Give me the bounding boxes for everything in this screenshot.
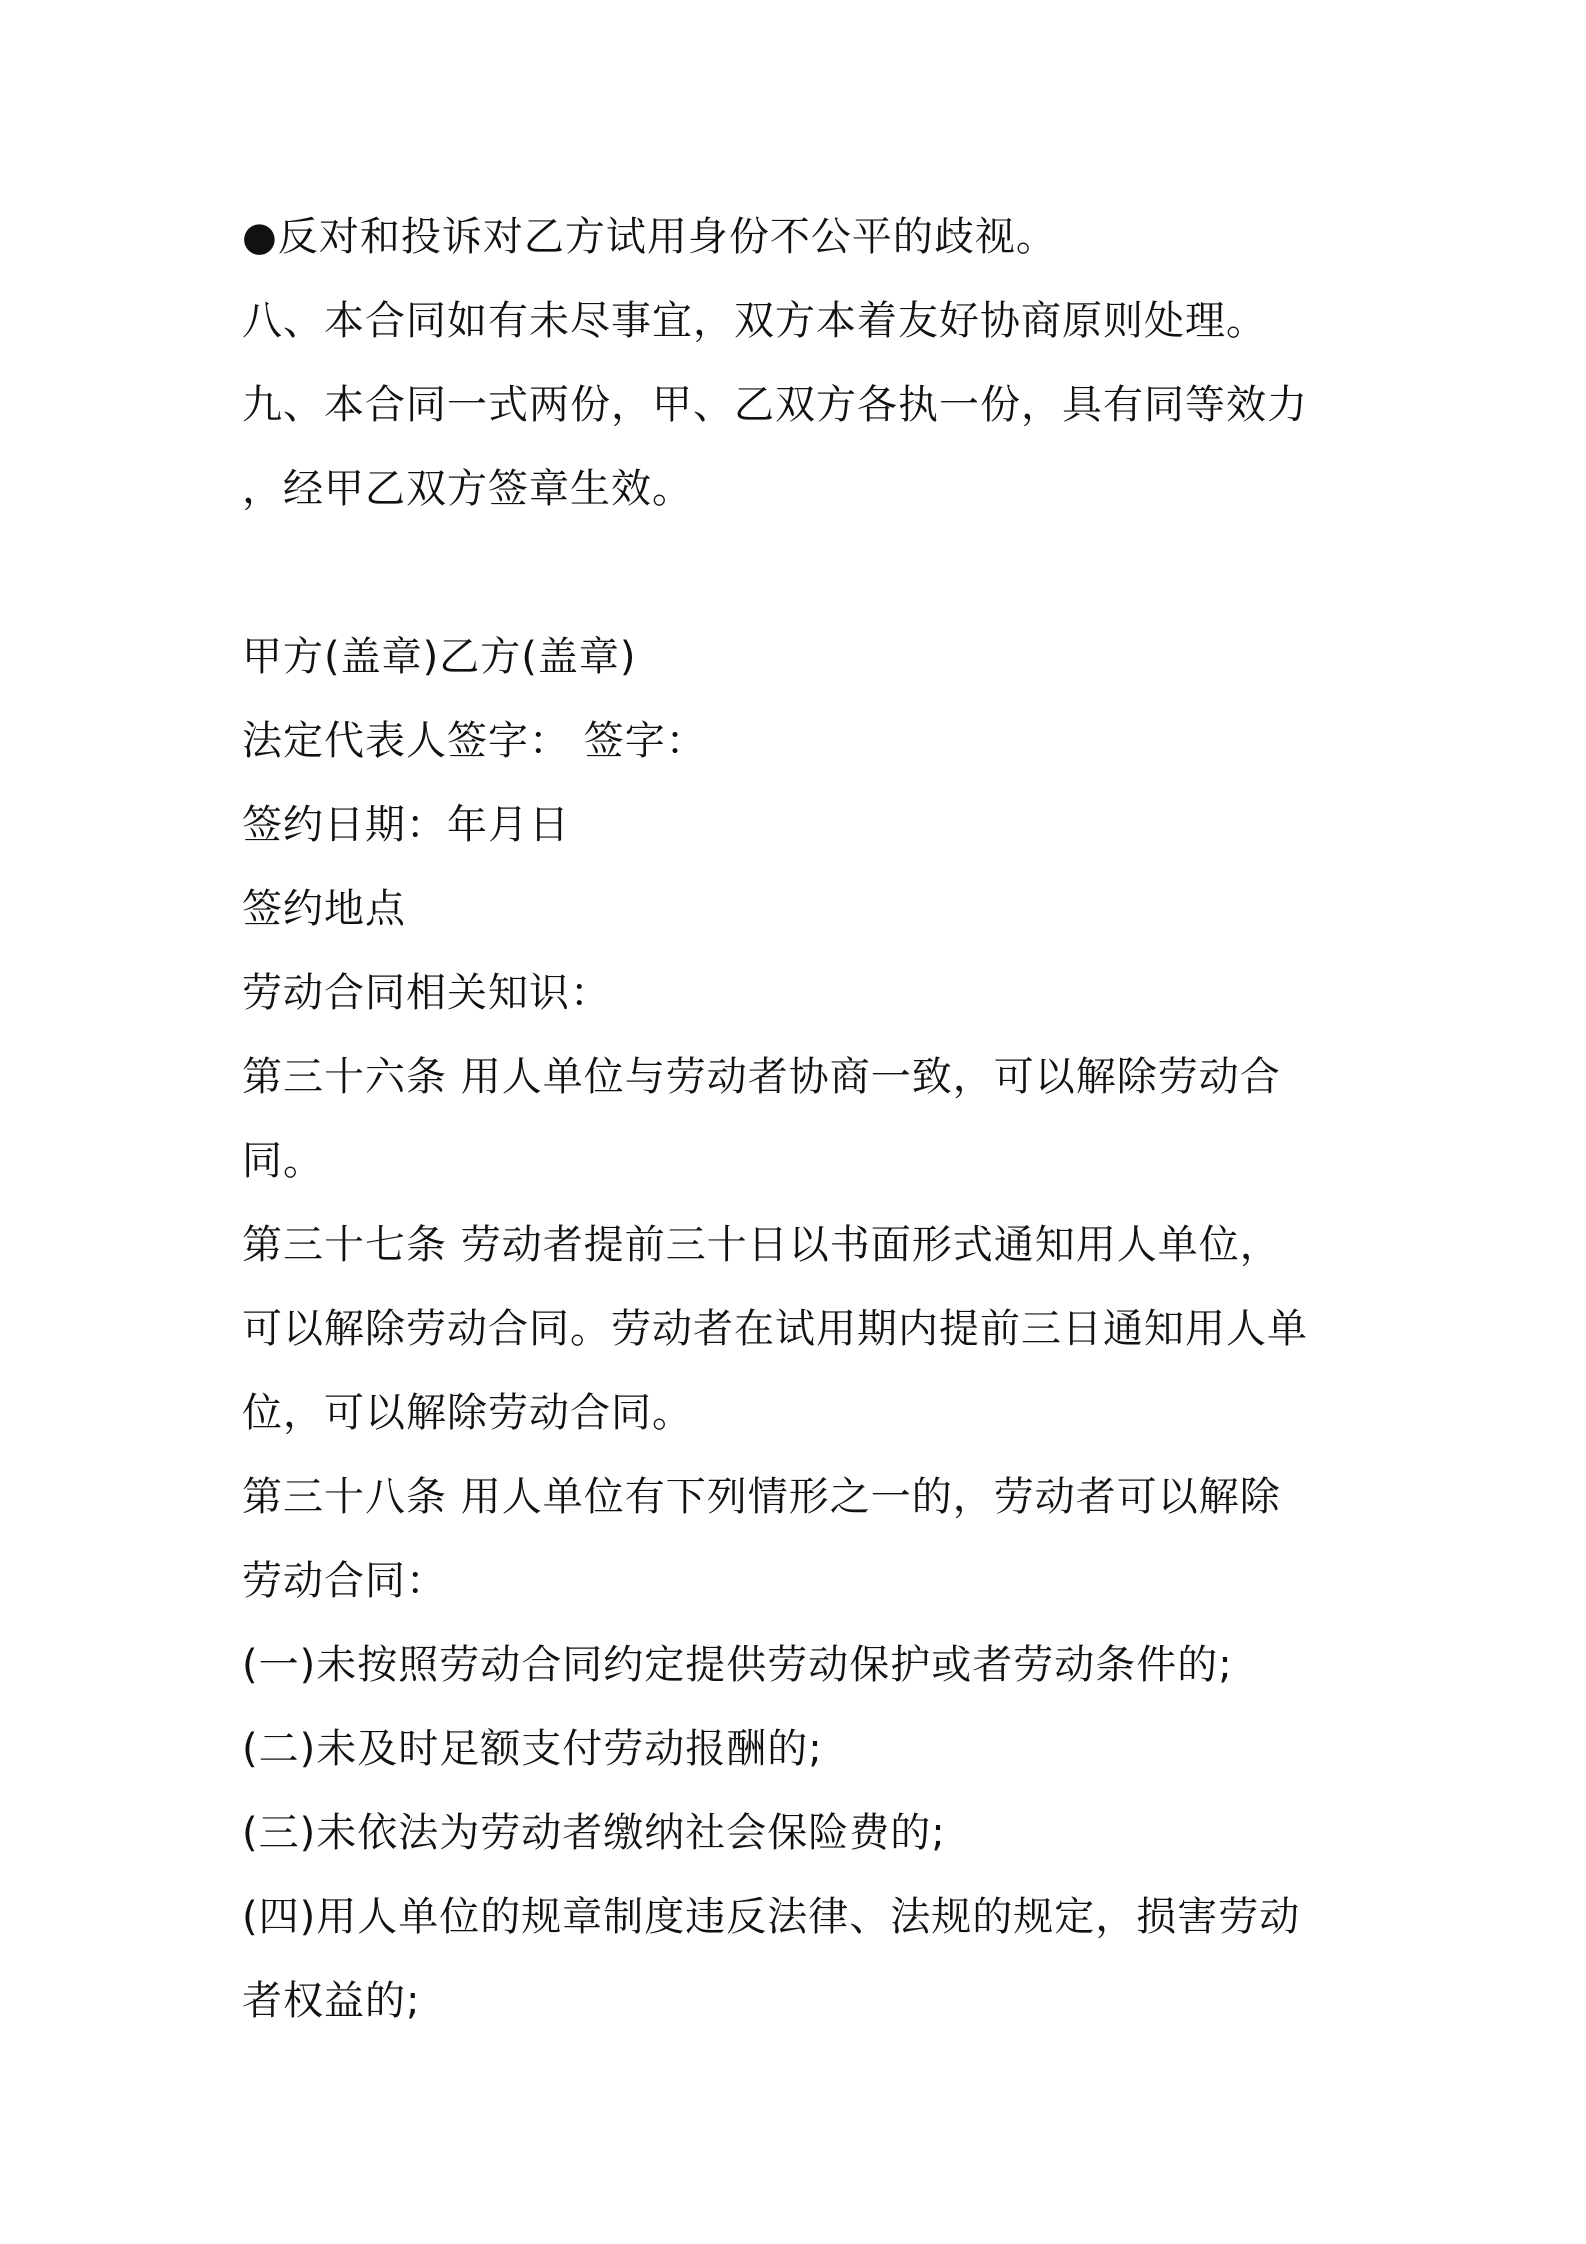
signing-place-line: 签约地点: [242, 886, 406, 932]
article-37-continued-2: 位，可以解除劳动合同。: [242, 1390, 693, 1436]
document-body: [242, 195, 1362, 2043]
article-37: 第三十七条 劳动者提前三十日以书面形式通知用人单位，: [242, 1222, 1281, 1268]
clause-eight: 八、本合同如有未尽事宜，双方本着友好协商原则处理。: [242, 298, 1267, 344]
article-38: 第三十八条 用人单位有下列情形之一的，劳动者可以解除: [242, 1474, 1281, 1520]
list-item-3: (三)未依法为劳动者缴纳社会保险费的;: [242, 1810, 946, 1856]
bullet-line-oppose-discrimination: ●反对和投诉对乙方试用身份不公平的歧视。: [242, 214, 1057, 260]
clause-nine-continued: ，经甲乙双方签章生效。: [242, 466, 693, 512]
article-38-continued: 劳动合同：: [242, 1558, 447, 1604]
article-37-continued-1: 可以解除劳动合同。劳动者在试用期内提前三日通知用人单: [242, 1306, 1308, 1352]
article-36-continued: 同。: [242, 1138, 324, 1184]
article-36: 第三十六条 用人单位与劳动者协商一致，可以解除劳动合: [242, 1054, 1281, 1100]
list-item-4: (四)用人单位的规章制度违反法律、法规的规定，损害劳动: [242, 1894, 1301, 1940]
section-heading: 劳动合同相关知识：: [242, 970, 611, 1016]
list-item-2: (二)未及时足额支付劳动报酬的;: [242, 1726, 823, 1772]
signature-line: 法定代表人签字： 签字：: [242, 718, 707, 764]
list-item-4-continued: 者权益的;: [242, 1978, 421, 2024]
clause-nine: 九、本合同一式两份，甲、乙双方各执一份，具有同等效力: [242, 382, 1308, 428]
blank-line: [242, 531, 1362, 615]
signing-date-line: 签约日期：年月日: [242, 802, 570, 848]
list-item-1: (一)未按照劳动合同约定提供劳动保护或者劳动条件的;: [242, 1642, 1233, 1688]
seal-line: 甲方(盖章)乙方(盖章): [242, 634, 637, 680]
